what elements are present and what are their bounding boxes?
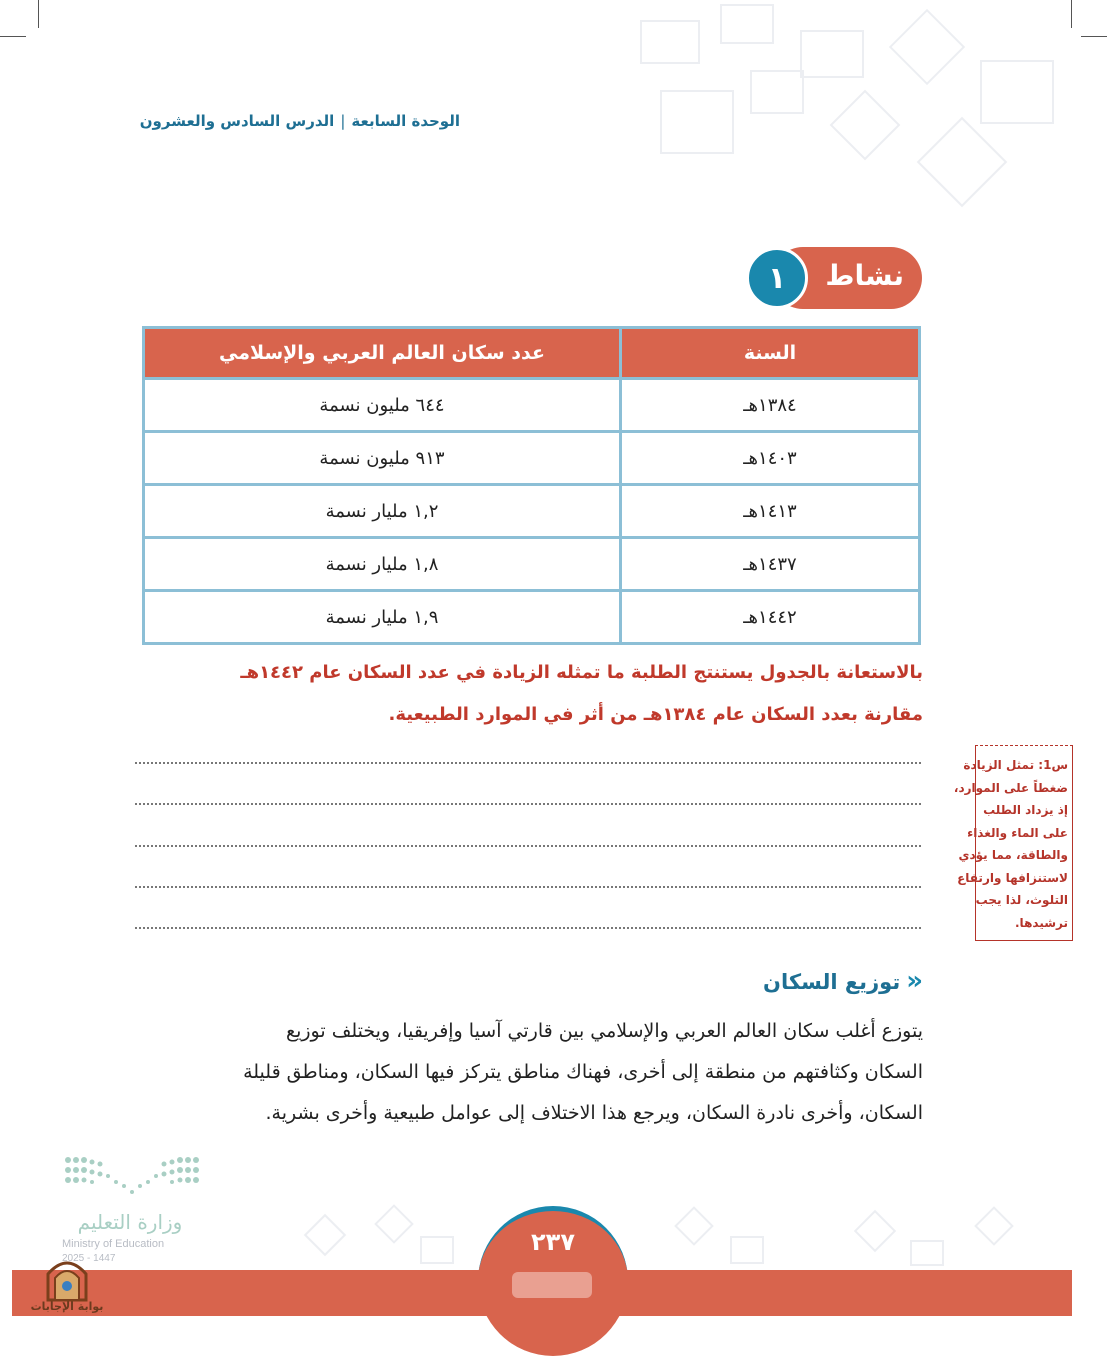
ministry-logo — [60, 1150, 210, 1270]
column-header-year: السنة — [621, 328, 920, 379]
page-tab — [512, 1272, 592, 1298]
page-number: ٢٣٧ — [531, 1228, 575, 1256]
lesson-title: الدرس السادس والعشرون — [139, 112, 335, 130]
section-title: توزيع السكان — [763, 970, 901, 994]
portal-name: بوابة الإجابات — [30, 1300, 104, 1313]
paragraph-line-3: السكان، وأخرى نادرة السكان، ويرجع هذا الاختلاف إلى عوامل طبيعية وأخرى بشرية. — [265, 1102, 923, 1124]
crop-mark — [0, 36, 26, 37]
ministry-name-ar: وزارة التعليم — [77, 1210, 183, 1234]
paragraph-line-1: يتوزع أغلب سكان العالم العربي والإسلامي بين قارتي آسيا وإفريقيا، ويختلف توزيع — [285, 1020, 923, 1042]
crop-mark — [1081, 36, 1107, 37]
population-cell: ١,٢ مليار نسمة — [144, 485, 621, 538]
decorative-square — [640, 20, 700, 64]
portal-emblem-icon — [28, 1256, 106, 1302]
ministry-name-en: Ministry of Education — [62, 1238, 165, 1250]
year-cell: ١٤٣٧هـ — [621, 538, 920, 591]
side-note-line: والطاقة، مما يؤدي — [958, 848, 1068, 862]
answer-line[interactable] — [135, 803, 921, 805]
unit-title: الوحدة السابعة — [351, 112, 460, 130]
side-note-line: لاستنزافها وارتفاع — [957, 870, 1068, 885]
ministry-dots-icon — [64, 1154, 204, 1202]
decorative-square — [889, 9, 965, 85]
answer-line[interactable] — [135, 845, 921, 847]
answer-line[interactable] — [135, 927, 921, 929]
ministry-years: 2025 - 1447 — [62, 1253, 116, 1264]
decorative-square — [374, 1204, 414, 1244]
question-line-2: مقارنة بعدد السكان عام ١٣٨٤هـ من أثر في الموارد الطبيعية. — [388, 704, 923, 725]
decorative-square — [720, 4, 774, 44]
answer-side-note — [953, 745, 1073, 941]
population-table — [142, 326, 921, 645]
section-heading — [763, 966, 923, 996]
side-note-line: س1: تمثل الزيادة — [963, 758, 1068, 772]
decorative-square — [660, 90, 734, 154]
decorative-square — [974, 1206, 1014, 1246]
population-cell: ٩١٣ مليون نسمة — [144, 432, 621, 485]
year-cell: ١٤١٣هـ — [621, 485, 920, 538]
side-note-line: ترشيدها. — [1015, 915, 1068, 930]
activity-badge — [746, 247, 922, 309]
decorative-square — [854, 1210, 896, 1252]
table-row — [144, 538, 920, 591]
unit-lesson-header — [130, 112, 460, 140]
activity-label: نشاط — [825, 259, 904, 292]
decorative-square — [420, 1236, 454, 1264]
crop-mark — [1071, 0, 1072, 28]
header-separator: | — [340, 112, 346, 130]
column-header-population: عدد سكان العالم العربي والإسلامي — [144, 328, 621, 379]
population-cell: ١,٩ مليار نسمة — [144, 591, 621, 644]
chevron-left-icon: « — [906, 966, 923, 996]
side-note-line: على الماء والغذاء — [967, 825, 1068, 840]
decorative-square — [304, 1214, 346, 1256]
paragraph-line-2: السكان وكثافتهم من منطقة إلى أخرى، فهناك مناطق يتركز فيها السكان، ومناطق قليلة — [243, 1061, 923, 1083]
decorative-square — [674, 1206, 714, 1246]
answer-line[interactable] — [135, 762, 921, 764]
year-cell: ١٣٨٤هـ — [621, 379, 920, 432]
decorative-square — [910, 1240, 944, 1266]
decorative-square — [800, 30, 864, 78]
side-note-line: ضغطاً على الموارد، — [953, 780, 1068, 795]
decorative-square — [730, 1236, 764, 1264]
decorative-square — [917, 117, 1008, 208]
table-row — [144, 485, 920, 538]
year-cell: ١٤٤٢هـ — [621, 591, 920, 644]
decorative-square — [830, 90, 901, 161]
side-note-line: التلوث، لذا يجب — [975, 893, 1068, 907]
table-row — [144, 591, 920, 644]
decorative-square — [750, 70, 804, 114]
answers-portal-logo — [28, 1256, 106, 1320]
activity-number: ١ — [746, 247, 808, 309]
year-cell: ١٤٠٣هـ — [621, 432, 920, 485]
table-header-row — [144, 328, 920, 379]
crop-mark — [38, 0, 39, 28]
decorative-square — [980, 60, 1054, 124]
side-note-line: إذ يزداد الطلب — [983, 803, 1068, 817]
question-line-1: بالاستعانة بالجدول يستنتج الطلبة ما تمثله الزيادة في عدد السكان عام ١٤٤٢هـ — [240, 662, 923, 683]
table-row — [144, 379, 920, 432]
population-cell: ٦٤٤ مليون نسمة — [144, 379, 621, 432]
table-row — [144, 432, 920, 485]
population-cell: ١,٨ مليار نسمة — [144, 538, 621, 591]
answer-line[interactable] — [135, 886, 921, 888]
